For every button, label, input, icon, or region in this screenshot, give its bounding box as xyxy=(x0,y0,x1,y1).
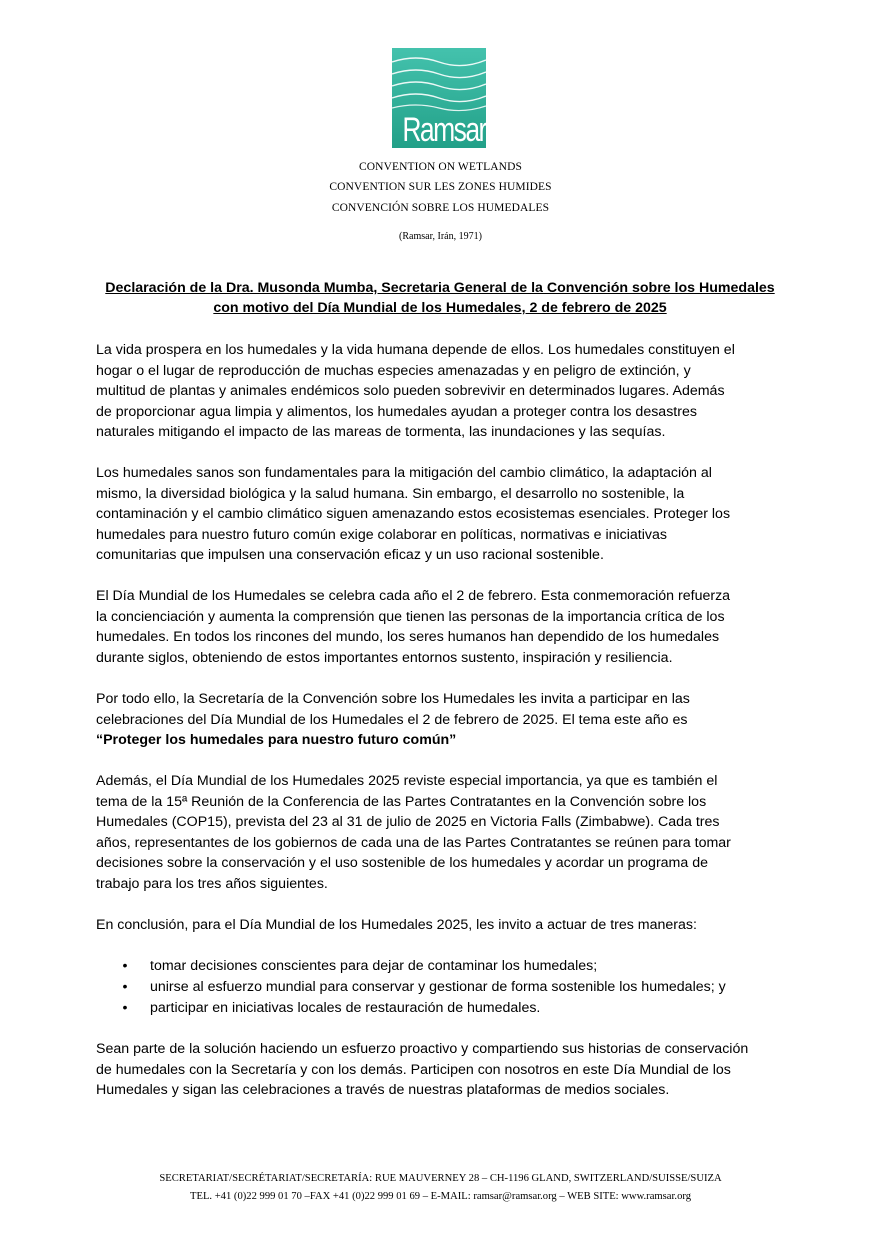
paragraph-2 xyxy=(96,463,796,566)
paragraph-line: celebraciones del Día Mundial de los Humedales el 2 de febrero de 2025. El tema este año es xyxy=(96,711,688,728)
ramsar-logo xyxy=(392,48,486,148)
paragraph-line: El Día Mundial de los Humedales se celebra cada año el 2 de febrero. Esta conmemoración refuerza xyxy=(96,588,731,604)
ramsar-logo-box xyxy=(392,48,486,148)
paragraph-line: Humedales (COP15), prevista del 23 al 31 de julio de 2025 en Victoria Falls (Zimbabwe). Cada tres xyxy=(96,814,720,830)
paragraph-line: mismo, la diversidad biológica y la salud humana. Sin embargo, el desarrollo no sostenible, la xyxy=(96,485,685,502)
paragraph-line: decisiones sobre la conservación y el uso sostenible de los humedales y acordar un programa de xyxy=(96,855,708,871)
paragraph-line: Humedales y sigan las celebraciones a través de nuestras plataformas de medios sociales. xyxy=(96,1082,670,1098)
paragraph-line: años, representantes de los gobiernos de cada una de las Partes Contratantes se reúnen para tomar xyxy=(96,834,731,851)
paragraph-line: naturales mitigando el impacto de las mareas de tormenta, las inundaciones y las sequías. xyxy=(96,424,666,440)
title-line-2: con motivo del Día Mundial de los Humedales, 2 de febrero de 2025 xyxy=(213,300,667,316)
paragraph-3 xyxy=(96,586,796,668)
page-title xyxy=(60,278,820,318)
paragraph-line: durante siglos, obteniendo de estos importantes entornos sustento, inspiración y resiliencia. xyxy=(96,649,673,666)
paragraph-line: tema de la 15ª Reunión de la Conferencia de las Partes Contratantes en la Convención sobre los xyxy=(96,793,707,810)
list-item xyxy=(96,977,796,998)
paragraph-line: Por todo ello, la Secretaría de la Convención sobre los Humedales les invita a participar en las xyxy=(96,691,690,707)
paragraph-line: humedales para nuestro futuro común exige colaborar en políticas, normativas e iniciativas xyxy=(96,526,667,543)
paragraph-line: Los humedales sanos son fundamentales para la mitigación del cambio climático, la adaptación al xyxy=(96,465,712,481)
theme-statement: “Proteger los humedales para nuestro futuro común” xyxy=(96,732,457,748)
list-item-text: tomar decisiones conscientes para dejar de contaminar los humedales; xyxy=(150,958,598,974)
paragraph-1 xyxy=(96,340,796,443)
title-line-1: Declaración de la Dra. Musonda Mumba, Secretaria General de la Convención sobre los Humedales xyxy=(105,280,775,296)
logo-wordmark: Ramsar xyxy=(402,111,486,148)
convention-es: CONVENCIÓN SOBRE LOS HUMEDALES xyxy=(331,202,550,214)
convention-en: CONVENTION ON WETLANDS xyxy=(359,161,522,173)
paragraph-line: Sean parte de la solución haciendo un esfuerzo proactivo y compartiendo sus historias de conservación xyxy=(96,1041,749,1057)
bullet-icon: • xyxy=(122,1000,128,1016)
paragraph-line: de proporcionar agua limpia y alimentos, los humedales ayudan a proteger contra los desastres xyxy=(96,403,697,420)
convention-place: (Ramsar, Irán, 1971) xyxy=(399,231,482,242)
paragraph-line: multitud de plantas y animales endémicos solo pueden sobrevivir en determinados lugares. Además xyxy=(96,383,725,399)
action-list xyxy=(96,956,796,1019)
footer xyxy=(0,1170,881,1206)
list-item xyxy=(96,956,796,977)
paragraph-line: comunitarias que impulsen una conservación eficaz y un uso racional sostenible. xyxy=(96,547,604,563)
paragraph-line: hogar o el lugar de reproducción de muchas especies amenazadas y en peligro de extinción, y xyxy=(96,362,691,379)
paragraph-4 xyxy=(96,689,796,751)
paragraph-line: trabajo para los tres años siguientes. xyxy=(96,875,328,892)
paragraph-line: de humedales con la Secretaría y con los demás. Participen con nosotros en este Día Mundial de los xyxy=(96,1061,731,1078)
paragraph-6: En conclusión, para el Día Mundial de los Humedales 2025, les invito a actuar de tres maneras: xyxy=(96,917,697,933)
list-item-text: participar en iniciativas locales de restauración de humedales. xyxy=(150,1000,541,1016)
paragraph-line: la concienciación y aumenta la comprensión que tienen las personas de la importancia crítica de los xyxy=(96,608,725,625)
paragraph-line: humedales. En todos los rincones del mundo, los seres humanos han dependido de los humedales xyxy=(96,629,720,645)
paragraph-5 xyxy=(96,771,796,894)
footer-address: SECRETARIAT/SECRÉTARIAT/SECRETARÍA: RUE MAUVERNEY 28 – CH-1196 GLAND, SWITZERLAND/SUISSE/SUIZA xyxy=(159,1173,722,1184)
convention-fr: CONVENTION SUR LES ZONES HUMIDES xyxy=(329,181,552,193)
footer-contact: TEL. +41 (0)22 999 01 70 –FAX +41 (0)22 999 01 69 – E-MAIL: ramsar@ramsar.org – WEB SITE: www.ramsar.org xyxy=(190,1191,691,1202)
paragraph-line: La vida prospera en los humedales y la vida humana depende de ellos. Los humedales constituyen el xyxy=(96,342,735,358)
bullet-icon: • xyxy=(122,958,128,974)
paragraph-line: Además, el Día Mundial de los Humedales 2025 reviste especial importancia, ya que es también el xyxy=(96,773,718,789)
bullet-icon: • xyxy=(122,979,128,995)
paragraph-line: contaminación y el cambio climático siguen amenazando estos ecosistemas esenciales. Proteger los xyxy=(96,506,731,522)
list-item-text: unirse al esfuerzo mundial para conservar y gestionar de forma sostenible los humedales; y xyxy=(150,979,726,995)
list-item xyxy=(96,998,796,1019)
paragraph-7 xyxy=(96,1039,796,1101)
